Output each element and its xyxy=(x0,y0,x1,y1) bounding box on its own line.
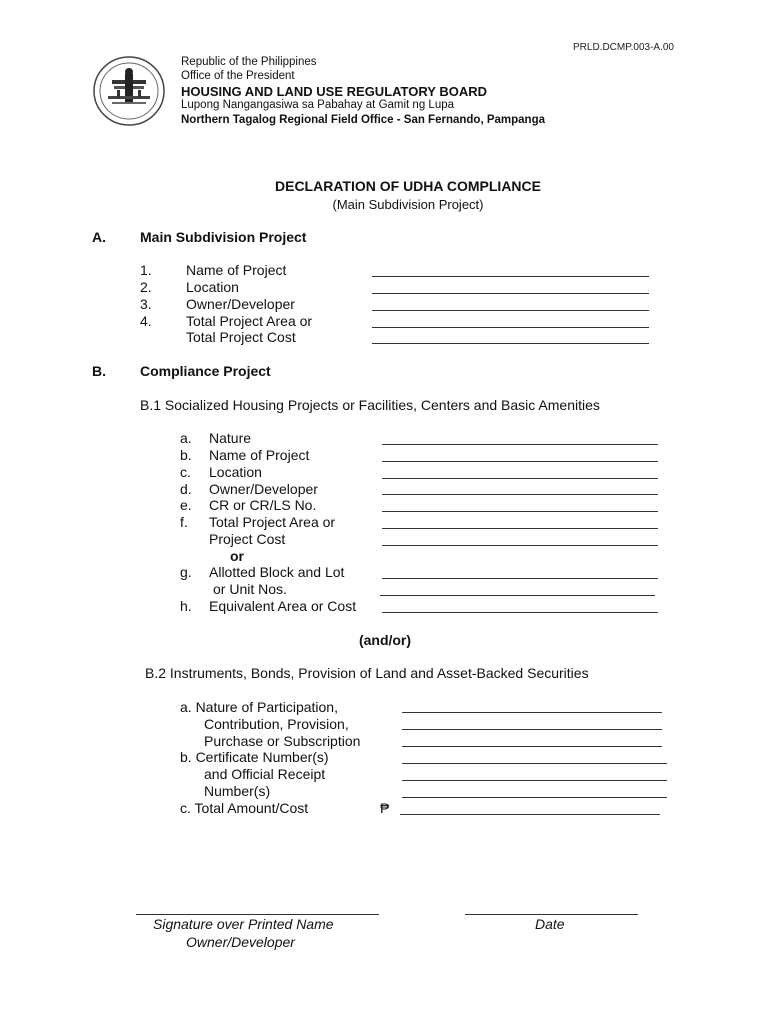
hlurb-seal-logo xyxy=(92,54,166,128)
section-b-title: Compliance Project xyxy=(140,363,271,379)
date-label: Date xyxy=(535,916,565,932)
b1-item-label: Nature xyxy=(209,430,252,446)
header-tagalog: Lupong Nangangasiwa sa Pabahay at Gamit ng Lupa xyxy=(181,99,455,111)
section-a-title: Main Subdivision Project xyxy=(140,229,307,245)
b2-item-label: c. Total Amount/Cost xyxy=(180,800,309,816)
b1-item-num: h. xyxy=(180,598,192,614)
b2-item-label: a. Nature of Participation, xyxy=(180,699,338,715)
total-project-cost-field[interactable] xyxy=(372,343,649,344)
b1-name-of-project-field[interactable] xyxy=(382,461,658,462)
section-b-letter: B. xyxy=(92,363,106,379)
b1-item-num: g. xyxy=(180,564,192,580)
b1-item-num: b. xyxy=(180,447,192,463)
form-code: PRLD.DCMP.003-A.00 xyxy=(573,42,674,53)
b1-item-num: f. xyxy=(180,514,188,530)
owner-developer-label: Owner/Developer xyxy=(186,934,295,950)
document-title: DECLARATION OF UDHA COMPLIANCE xyxy=(275,178,541,194)
b1-item-num: d. xyxy=(180,481,192,497)
signature-label: Signature over Printed Name xyxy=(153,916,334,932)
a-item-num: 3. xyxy=(140,296,152,312)
contribution-provision-field[interactable] xyxy=(402,729,662,730)
b1-project-cost-field[interactable] xyxy=(382,545,658,546)
a-item-label: Total Project Cost xyxy=(186,329,296,345)
b1-item-num: c. xyxy=(180,464,191,480)
purchase-subscription-field[interactable] xyxy=(402,746,662,747)
b1-item-num: e. xyxy=(180,497,192,513)
header-republic: Republic of the Philippines xyxy=(181,56,317,68)
official-receipt-field[interactable] xyxy=(402,780,667,781)
and-or-label: (and/or) xyxy=(358,632,412,648)
document-subtitle: (Main Subdivision Project) xyxy=(332,197,484,212)
b1-item-label: Name of Project xyxy=(209,447,310,463)
b1-item-label: Allotted Block and Lot xyxy=(209,564,345,580)
header-agency: HOUSING AND LAND USE REGULATORY BOARD xyxy=(181,84,487,99)
nature-of-participation-field[interactable] xyxy=(402,712,662,713)
b1-or-label: or xyxy=(230,548,244,564)
b1-total-project-area-field[interactable] xyxy=(382,528,658,529)
a-item-label: Name of Project xyxy=(186,262,287,278)
b1-item-label: Project Cost xyxy=(209,531,286,547)
equivalent-area-cost-field[interactable] xyxy=(382,612,658,613)
b1-item-label: Total Project Area or xyxy=(209,514,336,530)
unit-nos-field[interactable] xyxy=(380,595,655,596)
b1-item-label: Equivalent Area or Cost xyxy=(209,598,357,614)
section-a-letter: A. xyxy=(92,229,106,245)
location-field[interactable] xyxy=(372,293,649,294)
b2-item-label: Contribution, Provision, xyxy=(204,716,349,732)
total-amount-cost-field[interactable] xyxy=(400,814,660,815)
b2-title: B.2 Instruments, Bonds, Provision of Land and Asset-Backed Securities xyxy=(145,665,589,681)
peso-sign: ₱ xyxy=(380,800,390,816)
signature-field[interactable] xyxy=(136,914,379,915)
b2-item-label: and Official Receipt xyxy=(204,766,326,782)
b1-location-field[interactable] xyxy=(382,478,658,479)
cr-lots-no-field[interactable] xyxy=(382,511,658,512)
b1-item-num: a. xyxy=(180,430,192,446)
a-item-num: 1. xyxy=(140,262,152,278)
total-project-area-field[interactable] xyxy=(372,327,649,328)
owner-developer-field[interactable] xyxy=(372,310,649,311)
b1-item-label: Location xyxy=(209,464,262,480)
a-item-label: Total Project Area or xyxy=(186,313,313,329)
a-item-label: Location xyxy=(186,279,239,295)
b2-item-label: Number(s) xyxy=(204,783,271,799)
certificate-numbers-field[interactable] xyxy=(402,763,667,764)
receipt-numbers-field[interactable] xyxy=(402,797,667,798)
a-item-label: Owner/Developer xyxy=(186,296,295,312)
a-item-num: 2. xyxy=(140,279,152,295)
allotted-block-lot-field[interactable] xyxy=(382,578,658,579)
b2-item-label: Purchase or Subscription xyxy=(204,733,361,749)
b1-item-label: CR or CR/LS No. xyxy=(209,497,317,513)
b1-owner-developer-field[interactable] xyxy=(382,494,658,495)
a-item-num: 4. xyxy=(140,313,152,329)
b1-item-label: Owner/Developer xyxy=(209,481,318,497)
name-of-project-field[interactable] xyxy=(372,276,649,277)
b1-title: B.1 Socialized Housing Projects or Facilities, Centers and Basic Amenities xyxy=(140,397,600,413)
header-regional-office: Northern Tagalog Regional Field Office - San Fernando, Pampanga xyxy=(181,114,545,126)
b1-item-label: or Unit Nos. xyxy=(213,581,287,597)
b2-item-label: b. Certificate Number(s) xyxy=(180,749,329,765)
date-field[interactable] xyxy=(465,914,638,915)
nature-field[interactable] xyxy=(382,444,658,445)
header-office: Office of the President xyxy=(181,70,295,82)
